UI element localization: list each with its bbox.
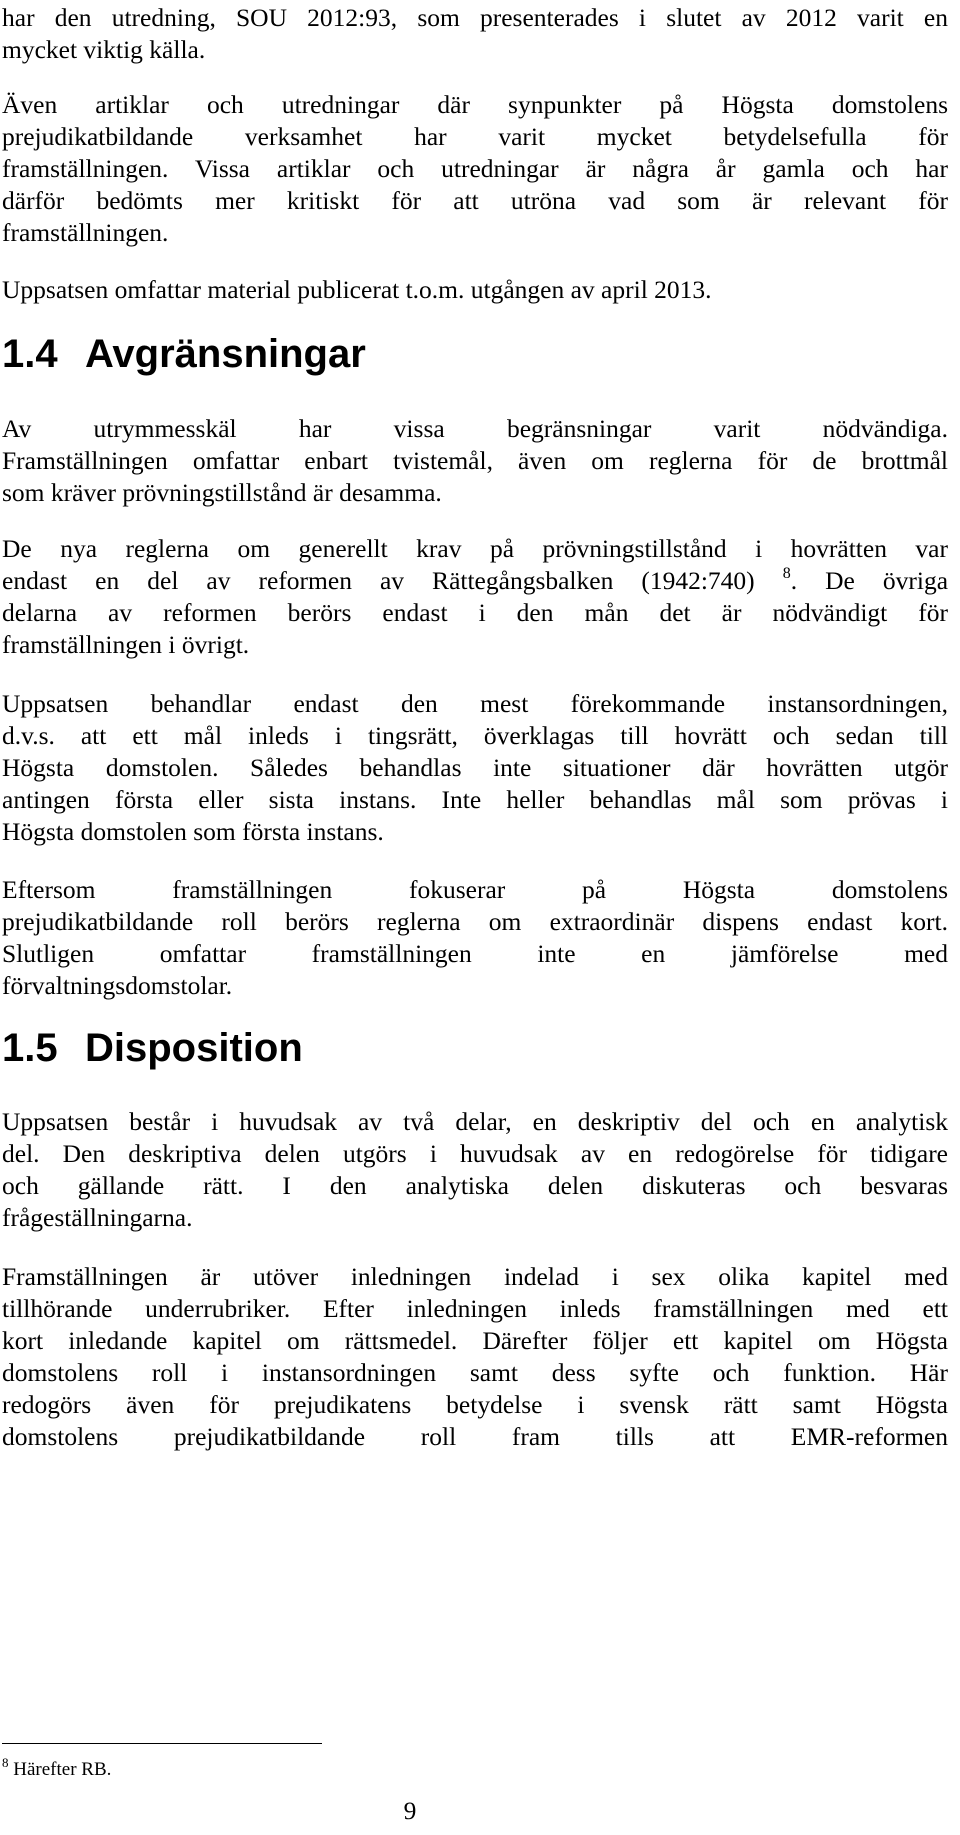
heading-title: Avgränsningar <box>85 332 366 376</box>
paragraph-limitations <box>2 413 948 509</box>
footnote-separator <box>2 1743 322 1744</box>
text-line: tillhörande underrubriker. Efter inledningen inleds framställningen med ett <box>2 1294 948 1323</box>
text-line: De nya reglerna om generellt krav på prövningstillstånd i hovrätten var <box>2 534 948 563</box>
text-line: Uppsatsen består i huvudsak av två delar, en deskriptiv del och en analytisk <box>2 1107 948 1136</box>
text-line: Slutligen omfattar framställningen inte en jämförelse med <box>2 939 948 968</box>
text-line-with-footnote <box>2 565 948 597</box>
footnote-reference[interactable]: 8 <box>782 565 791 582</box>
text-line: Framställningen är utöver inledningen indelad i sex olika kapitel med <box>2 1262 948 1291</box>
text-line: Av utrymmesskäl har vissa begränsningar varit nödvändiga. <box>2 414 948 443</box>
text-line: antingen första eller sista instans. Inte heller behandlas mål som prövas i <box>2 785 948 814</box>
text-line: del. Den deskriptiva delen utgörs i huvudsak av en redogörelse för tidigare <box>2 1139 948 1168</box>
footnote-text: Härefter RB. <box>8 1759 112 1780</box>
paragraph-articles <box>2 89 948 249</box>
text-line: förvaltningsdomstolar. <box>2 971 233 1000</box>
heading-number: 1.4 <box>2 332 58 376</box>
text-line: Även artiklar och utredningar där synpunkter på Högsta domstolens <box>2 90 948 119</box>
text-line: Uppsatsen behandlar endast den mest förekommande instansordningen, <box>2 689 948 718</box>
text-line: d.v.s. att ett mål inleds i tingsrätt, överklagas till hovrätt och sedan till <box>2 721 948 750</box>
text-line: frågeställningarna. <box>2 1203 193 1232</box>
section-heading-disposition <box>2 1024 303 1072</box>
text-line: som kräver prövningstillstånd är desamma. <box>2 478 442 507</box>
paragraph-material-date <box>2 274 948 306</box>
page-number: 9 <box>403 1796 417 1825</box>
text-line: Uppsatsen omfattar material publicerat t.o.m. utgången av april 2013. <box>2 275 712 304</box>
text-line: prejudikatbildande roll berörs reglerna om extraordinär dispens endast kort. <box>2 907 948 936</box>
text-line: Framställningen omfattar enbart tvistemål, även om reglerna för de brottmål <box>2 446 948 475</box>
text-line: redogörs även för prejudikatens betydelse i svensk rätt samt Högsta <box>2 1390 948 1419</box>
text-line: kort inledande kapitel om rättsmedel. Därefter följer ett kapitel om Högsta <box>2 1326 948 1355</box>
text-line: därför bedömts mer kritiskt för att utröna vad som är relevant för <box>2 186 948 215</box>
paragraph-structure <box>2 1106 948 1234</box>
text-line: domstolens roll i instansordningen samt dess syfte och funktion. Här <box>2 1358 948 1387</box>
text-line: och gällande rätt. I den analytiska delen diskuteras och besvaras <box>2 1171 948 1200</box>
paragraph-chapters <box>2 1261 948 1453</box>
paragraph-instance-order <box>2 688 948 848</box>
footnote-number: 8 <box>2 1755 9 1770</box>
text-segment: endast en del av reformen av Rättegångsbalken (1942:740) <box>2 566 755 595</box>
text-segment: . De övriga <box>790 566 949 595</box>
text-line: framställningen. Vissa artiklar och utredningar är några år gamla och har <box>2 154 948 183</box>
heading-number: 1.5 <box>2 1026 58 1070</box>
text-line: prejudikatbildande verksamhet har varit mycket betydelsefulla för <box>2 122 948 151</box>
text-line: har den utredning, SOU 2012:93, som presenterades i slutet av 2012 varit en <box>2 3 948 32</box>
paragraph-sources-continued <box>2 2 948 66</box>
paragraph-new-rules <box>2 533 948 661</box>
text-line: framställningen i övrigt. <box>2 630 250 659</box>
text-line: Högsta domstolen som första instans. <box>2 817 384 846</box>
text-line: framställningen. <box>2 218 169 247</box>
footnote <box>2 1755 112 1782</box>
text-line: domstolens prejudikatbildande roll fram tills att EMR-reformen <box>2 1422 948 1451</box>
text-line: Högsta domstolen. Således behandlas inte situationer där hovrätten utgör <box>2 753 948 782</box>
text-line: delarna av reformen berörs endast i den mån det är nödvändigt för <box>2 598 948 627</box>
text-line: mycket viktig källa. <box>2 35 206 64</box>
section-heading-avgransningar <box>2 330 366 378</box>
paragraph-focus <box>2 874 948 1002</box>
text-line: Eftersom framställningen fokuserar på Högsta domstolens <box>2 875 948 904</box>
heading-title: Disposition <box>85 1026 303 1070</box>
